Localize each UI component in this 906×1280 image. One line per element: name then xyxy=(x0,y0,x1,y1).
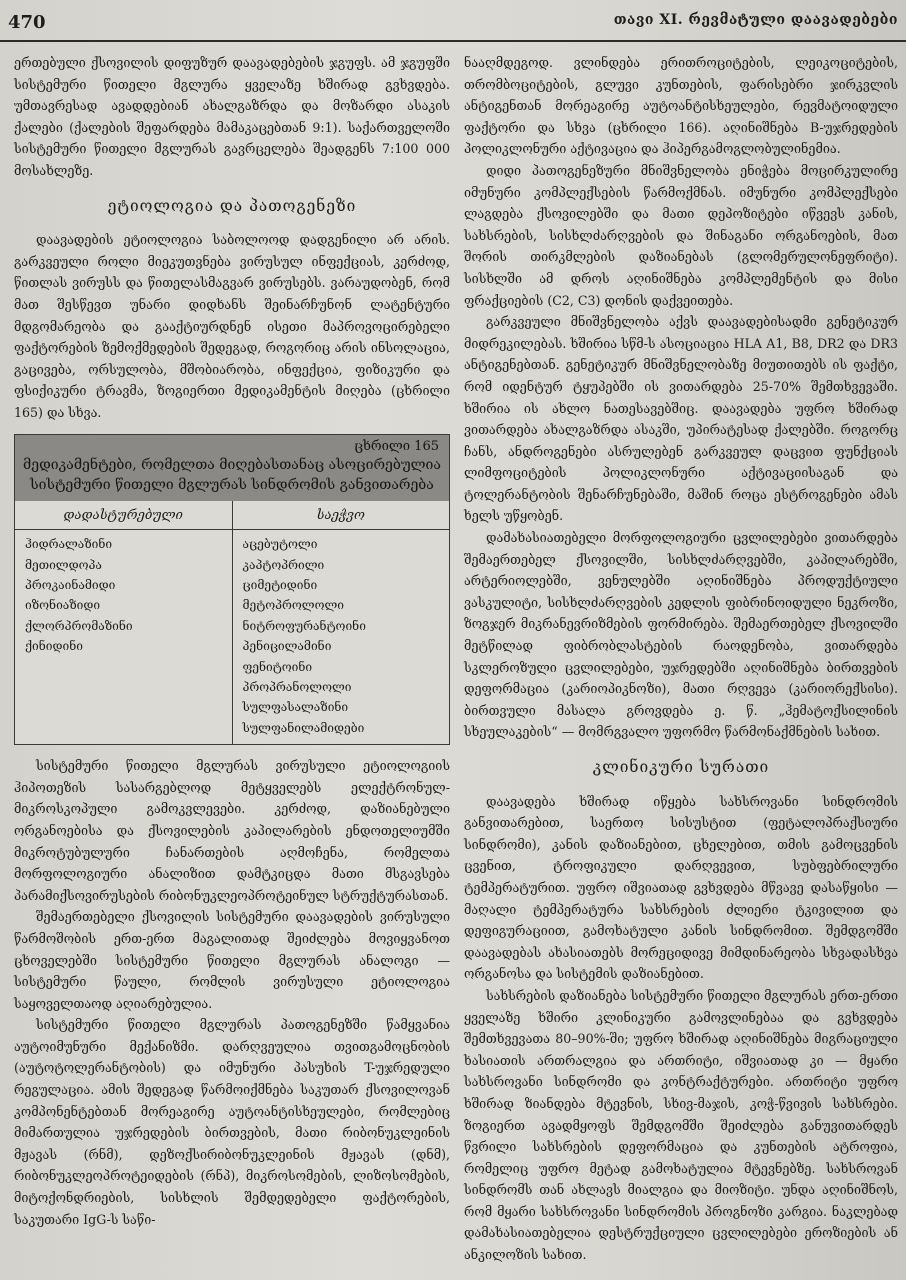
drug-item: ქლორპრომაზინი xyxy=(25,618,133,633)
column-heading-confirmed: დადასტურებული xyxy=(15,503,232,531)
drug-item: პროკაინამიდი xyxy=(25,577,116,592)
drug-item: ნიტროფურანტოინი xyxy=(242,618,366,633)
paragraph-clinical-onset: დაავადება ხშირად იწყება სახსროვანი სინდრომის განვითარებით, საერთო სისუსტით (ფეტალოპრაქსიური სინდრომი), კანის დაზიანებით, ცხელებით, თმის გამოცვენის ცვენით, ტროფიკული დარღვევით, სუბფებრილური ტემპერატურით. უფრო იშვიათად გვხვდება მწვავე დასაწყისი — მაღალი ტემპერატურა სახსრების ძლიერი ტკივილით და დეფიგურაციით, გამოხატული კანის სინდრომით. შემდგომში დაავადებას ახასიათებს მორეციდივე მიმდინარეობა სხვადასხვა ორგანოსა და სისტემის დაზიანებით. xyxy=(464,793,898,982)
column-heading-suspected: საეჭვო xyxy=(233,503,450,531)
drug-item: პროპრანოლოლი xyxy=(242,679,352,694)
drug-item: ფენიტოინი xyxy=(242,659,313,674)
drug-item: პენიცილამინი xyxy=(242,639,332,654)
drug-table xyxy=(14,434,450,746)
table-title: მედიკამენტები, რომელთა მიღებასთანაც ასოცირებულია სისტემური წითელი მგლურას სინდრომის განვითარება xyxy=(23,456,441,493)
table-column-confirmed xyxy=(15,501,232,745)
drug-item: სულფასალაზინი xyxy=(242,700,349,715)
paragraph-pathogenesis: სისტემური წითელი მგლურას პათოგენეზში წამყვანია აუტოიმუნური მექანიზმი. დარღვეულია თვითგამოცნობის (აუტოტოლერანტობის) და იმუნური პასუხის T-უჯრედული რეგულაცია. ამის შედეგად წარმოიქმნება საკუთარ ქსოვილოვან კომპონენტებთან მორეაგირე აუტოანტისხეულები, რომლებიც მიმართულია უჯრედების ბირთვების, მათი რიბონუკლეინის მჟავას (რნმ), დეზოქსირიბონუკლეინის მჟავას (დნმ), რიბონუკლეოპროტეიდების (რნპ), მიკროსომების, ლიზოსომების, მიტოქონდრიების, სისხლის შემდედებელი ფაქტორების, საკუთარი IgG-ს საწი- xyxy=(14,1017,450,1227)
page-number: 470 xyxy=(8,12,46,33)
table-header xyxy=(15,435,449,501)
table-column-suspected xyxy=(232,501,450,745)
section-title-etiology: ეტიოლოგია და პათოგენეზი xyxy=(107,196,357,215)
drug-item: მეთილდოპა xyxy=(25,557,102,572)
drug-item: ჰიდრალაზინი xyxy=(25,537,113,552)
running-head: თავი XI. რევმატული დაავადებები xyxy=(613,12,898,28)
drug-item: მეტოპროლოლი xyxy=(242,598,344,613)
paragraph-etiology: დაავადების ეტიოლოგია საბოლოოდ დადგენილი არ არის. გარკვეული როლი მიეკუთვნება ვირუსულ ინფექციას, კერძოდ, წითლას ვირუსს და წითელასმაგვარ ვირუსებს. ვარაუდობენ, რომ მათ შესწევთ უნარი დიდხანს შეინარჩუნონ ლატენტური მდგომარეობა და გააქტიურდნენ ისეთი მაპროვოცირებელი ფაქტორების ზემოქმედების შედეგად, როგორიც არის ინსოლაცია, გაცივება, ორსულობა, მშობიარობა, ინფექცია, ფიზიკური და ფსიქიკური ტრავმა, ზოგიერთი მედიკამენტის მიღება (ცხრილი 165) და სხვა. xyxy=(14,232,450,420)
paragraph-morphology: დამახასიათებელი მორფოლოგიური ცვლილებები ვითარდება შემაერთებელ ქსოვილში, სისხლძარღვებში, კაპილარებში, არტერიოლებში, ვენულებში აღინიშნება პროდუქტიული ვასკულიტი, სისხლძარღვების კედლის ფიბრინოიდული ნეკროზი, ზოგჯერ მიკრანევრიზმების ფორმირება. შემაერთებელ ქსოვილში მეტწილად ფიბრობლასტების რაოდენობა, ვითარდება სკლეროზული ცვლილებები, უჯრედებში აღინიშნება ბირთვების დეფორმაცია (კარიოპიკნოზი), მათი რღვევა (კარიორექსისი). ბირთვული მასალა გროვდება ე. წ. „ჰემატოქსილინის სხეულაკების“ — მომრგვალო უფორმო წარმონაქმნების სახით. xyxy=(464,530,898,740)
paragraph-intro: ერთებული ქსოვილის დიფუზურ დაავადებების ჯგუფს. ამ ჯგუფში სისტემური წითელი მგლურა ყველაზე ხშირად გვხვდება. უმთავრესად ავადდებიან ახალგაზრდა და მოზარდი ასაკის ქალები (ქალების შეფარდება მამაკაცებთან 9:1). საქართველოში სისტემური წითელი მგლურას გავრცელება შეადგენს 7:100 000 მოსახლეზე. xyxy=(14,55,450,178)
drug-item: ქინიდინი xyxy=(25,639,83,654)
right-column xyxy=(464,52,898,1266)
drug-item: ციმეტიდინი xyxy=(242,577,318,592)
page-header xyxy=(0,0,906,42)
paragraph-continued: ნააღმდეგოდ. ვლინდება ერითროციტების, ლეიკოციტების, თრომბოციტების, გლუვი კუნთების, ფარისებრი ჯირკვლის ანტიგენთან მორეაგირე აუტოანტისხეულები, რევმატოიდული ფაქტორი და სხვა (ცხრილი 166). აღინიშნება B-უჯრედების პოლიკლონური აქტივაცია და ჰიპერგამოგლობულინემია. xyxy=(464,55,898,157)
paragraph-experiment: შემაერთებელი ქსოვილის სისტემური დაავადების ვირუსული წარმოშობის ერთ-ერთ მაგალითად შეიძლება მოვიყვანოთ ცხოველებში სისტემური წითელი მგლურას ანალოგი — სისტემური წაული, რომლის ვირუსული ეტიოლოგია საყოველთაოდ აღიარებულია. xyxy=(14,909,450,1011)
drug-item: კაპტოპრილი xyxy=(242,557,325,572)
paragraph-immune-complexes: დიდი პათოგენეზური მნიშვნელობა ენიჭება მოცირკულირე იმუნური კომპლექსების წარმოქმნას. იმუნური კომპლექსები ლაგდება ქსოვილებში და მათი დეპოზიტები იწვევს კანის, სახსრების, სისხლძარღვების და შინაგანი ორგანოების, მათ შორის თირკმლების დაზიანებას (გლომერულონეფრიტი). სისხლში ამ დროს აღინიშნება კომპლემენტის და მისი ფრაქციების (C2, C3) დონის დაქვეითება. xyxy=(464,162,898,308)
left-column xyxy=(14,52,450,1230)
paragraph-joints: სახსრების დაზიანება სისტემური წითელი მგლურას ერთ-ერთი ყველაზე ხშირი კლინიკური გამოვლინებაა და გვხვდება შემთხვევათა 80–90%-ში; უფრო ხშირად აღინიშნება მიგრაციული ხასიათის ართრალგია და ართრიტი, იშვიათად კი — მყარი სახსროვანი სინდრომი და კონტრაქტურები. ართრიტი უფრო ხშირად ზიანდება მტევნის, სხივ-მაჯის, კოჭ-წვივის სახსრები. ზოგიერთ ავადმყოფს შემდგომში შეიძლება განუვითარდეს წვრილი სახსრების დეფორმაცია და კუნთების ატროფია, რომელიც უფრო მეტად გამოხატულია მტევნებზე. სახსროვან სინდრომს თან ახლავს მიალგია და მიოზიტი. უნდა აღინიშნოს, რომ მყარი სახსროვანი სინდრომის პროგნოზი კარგია. ნაკლებად დამახასიათებელია დესტრუქციული ცვლილებები ეროზიების ან ანკილოზის სახით. xyxy=(464,987,898,1263)
drug-item: აცებუტოლი xyxy=(242,537,318,552)
table-body xyxy=(15,501,449,745)
drug-item: იზონიაზიდი xyxy=(25,598,101,613)
paragraph-genetic: გარკვეული მნიშვნელობა აქვს დაავადებისადმი გენეტიკურ მიდრეკილებას. ხშირია სწმ-ს ასოციაცია HLA A1, B8, DR2 და DR3 ანტიგენებთან. გენეტიკურ მნიშვნელობაზე მიუთითებს ის ფაქტი, რომ იდენტურ ტყუპებში ის ვითარდება 25-70% შემთხვევაში. ხშირია ის ახლო ნათესავებშიც. დაავადება უფრო ხშირად ვითარდება ახალგაზრდა ასაკში, უპირატესად ქალებში. როგორც ჩანს, ანდროგენები ასრულებენ გარკვეულ დაცვით ფუნქციას ლიმფოციტების პოლიკლონური აქტივაციისაგან და ტოლერანტობის შენარჩუნებაში, მაშინ როცა ესტროგენები ამას ხელს უწყობენ. xyxy=(464,314,898,524)
table-label: ცხრილი 165 xyxy=(354,438,439,454)
paragraph-viral: სისტემური წითელი მგლურას ვირუსული ეტიოლოგიის ჰიპოთეზის სასარგებლოდ მეტყველებს ელექტრონულ-მიკროსკოპული გამოკვლევები. კერძოდ, დაზიანებული ორგანოებისა და ქსოვილების კაპილარების ენდოთელიუმში მიკროტუბულური ჩანართების აღმოჩენა, რომელთა მორფოლოგიური ანალიზით დამტკიცდა მათი მსგავსება პარამიქსოვირუსების რიბონუკლეოპროტეინულ სტრუქტურასთან. xyxy=(14,758,450,903)
drug-item: სულფანილამიდები xyxy=(242,720,365,735)
section-title-clinical: კლინიკური სურათი xyxy=(592,758,770,776)
